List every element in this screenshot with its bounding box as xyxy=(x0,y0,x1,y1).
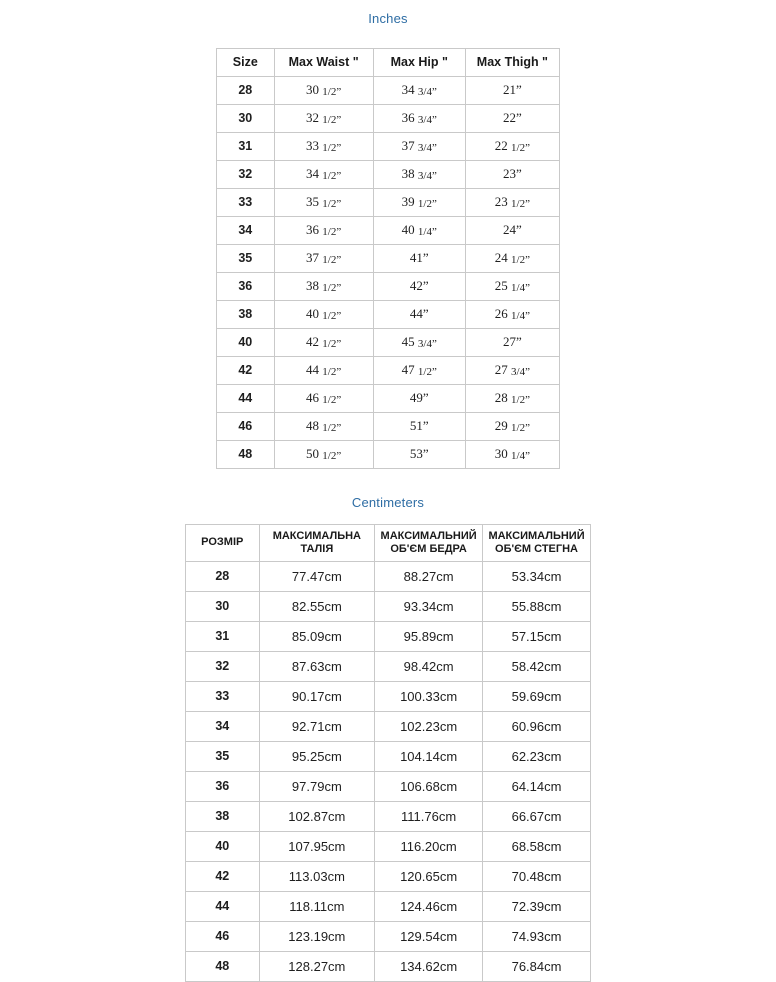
fraction: 1/2” xyxy=(417,366,437,378)
size-value: 46 xyxy=(217,413,275,441)
centimeters-size-table xyxy=(185,524,591,982)
hip-value: 40 1/4” xyxy=(373,217,465,245)
table-header-row xyxy=(186,525,591,562)
hip-value: 51” xyxy=(373,413,465,441)
hip-value: 41” xyxy=(373,245,465,273)
size-value: 35 xyxy=(186,742,260,772)
hip-value: 120.65cm xyxy=(375,862,483,892)
thigh-value: 27” xyxy=(465,329,559,357)
thigh-value: 24” xyxy=(465,217,559,245)
table-row xyxy=(217,441,560,469)
table-row xyxy=(186,562,591,592)
waist-value: 77.47cm xyxy=(259,562,375,592)
size-value: 42 xyxy=(217,357,275,385)
thigh-value: 22” xyxy=(465,105,559,133)
size-value: 28 xyxy=(217,77,275,105)
fraction: 1/2” xyxy=(322,198,342,210)
waist-value: 128.27cm xyxy=(259,952,375,982)
hip-value: 124.46cm xyxy=(375,892,483,922)
thigh-value: 24 1/2” xyxy=(465,245,559,273)
waist-value: 102.87cm xyxy=(259,802,375,832)
thigh-value: 57.15cm xyxy=(483,622,591,652)
table-row xyxy=(217,77,560,105)
table-row xyxy=(217,189,560,217)
fraction: 3/4” xyxy=(417,142,437,154)
table-row xyxy=(217,385,560,413)
table-row xyxy=(186,742,591,772)
centimeters-section-title: Centimeters xyxy=(351,495,425,510)
thigh-value: 60.96cm xyxy=(483,712,591,742)
table-row xyxy=(186,952,591,982)
thigh-value: 22 1/2” xyxy=(465,133,559,161)
hip-value: 134.62cm xyxy=(375,952,483,982)
waist-value: 95.25cm xyxy=(259,742,375,772)
thigh-value: 23 1/2” xyxy=(465,189,559,217)
thigh-value: 30 1/4” xyxy=(465,441,559,469)
hip-value: 100.33cm xyxy=(375,682,483,712)
waist-value: 113.03cm xyxy=(259,862,375,892)
fraction: 3/4” xyxy=(511,366,530,378)
column-header-size: РОЗМІР xyxy=(186,525,260,562)
fraction: 1/2” xyxy=(322,310,342,322)
hip-value: 36 3/4” xyxy=(373,105,465,133)
fraction: 1/2” xyxy=(322,422,342,434)
centimeters-table-wrap xyxy=(0,524,776,982)
hip-value: 88.27cm xyxy=(375,562,483,592)
thigh-value: 74.93cm xyxy=(483,922,591,952)
inches-table-wrap xyxy=(0,48,776,469)
fraction: 1/2” xyxy=(322,226,342,238)
table-row xyxy=(217,273,560,301)
table-row xyxy=(186,892,591,922)
waist-value: 42 1/2” xyxy=(274,329,373,357)
fraction: 1/4” xyxy=(511,450,530,462)
fraction: 1/2” xyxy=(511,198,530,210)
thigh-value: 21” xyxy=(465,77,559,105)
thigh-value: 66.67cm xyxy=(483,802,591,832)
thigh-value: 64.14cm xyxy=(483,772,591,802)
size-value: 30 xyxy=(186,592,260,622)
hip-value: 95.89cm xyxy=(375,622,483,652)
fraction: 1/2” xyxy=(322,282,342,294)
waist-value: 90.17cm xyxy=(259,682,375,712)
waist-value: 33 1/2” xyxy=(274,133,373,161)
table-row xyxy=(186,592,591,622)
table-row xyxy=(186,802,591,832)
thigh-value: 70.48cm xyxy=(483,862,591,892)
fraction: 1/2” xyxy=(322,450,342,462)
thigh-value: 23” xyxy=(465,161,559,189)
fraction: 1/2” xyxy=(417,198,437,210)
waist-value: 118.11cm xyxy=(259,892,375,922)
inches-section-title: Inches xyxy=(368,11,408,26)
size-value: 33 xyxy=(217,189,275,217)
hip-value: 49” xyxy=(373,385,465,413)
size-value: 32 xyxy=(186,652,260,682)
waist-value: 92.71cm xyxy=(259,712,375,742)
thigh-value: 53.34cm xyxy=(483,562,591,592)
size-value: 38 xyxy=(186,802,260,832)
thigh-value: 26 1/4” xyxy=(465,301,559,329)
fraction: 1/2” xyxy=(322,142,342,154)
table-row xyxy=(186,922,591,952)
table-row xyxy=(186,652,591,682)
waist-value: 34 1/2” xyxy=(274,161,373,189)
table-header-row xyxy=(217,49,560,77)
waist-value: 44 1/2” xyxy=(274,357,373,385)
hip-value: 38 3/4” xyxy=(373,161,465,189)
hip-value: 106.68cm xyxy=(375,772,483,802)
waist-value: 97.79cm xyxy=(259,772,375,802)
thigh-value: 59.69cm xyxy=(483,682,591,712)
waist-value: 107.95cm xyxy=(259,832,375,862)
hip-value: 42” xyxy=(373,273,465,301)
thigh-value: 58.42cm xyxy=(483,652,591,682)
table-row xyxy=(186,772,591,802)
column-header-thigh: Max Thigh " xyxy=(465,49,559,77)
inches-size-table xyxy=(216,48,560,469)
table-row xyxy=(217,133,560,161)
hip-value: 129.54cm xyxy=(375,922,483,952)
fraction: 1/2” xyxy=(511,394,530,406)
hip-value: 44” xyxy=(373,301,465,329)
size-value: 30 xyxy=(217,105,275,133)
thigh-value: 25 1/4” xyxy=(465,273,559,301)
table-row xyxy=(186,862,591,892)
size-value: 44 xyxy=(217,385,275,413)
column-header-hip: МАКСИМАЛЬНИЙ ОБ'ЄМ БЕДРА xyxy=(375,525,483,562)
column-header-hip: Max Hip " xyxy=(373,49,465,77)
fraction: 3/4” xyxy=(417,114,437,126)
thigh-value: 29 1/2” xyxy=(465,413,559,441)
size-value: 46 xyxy=(186,922,260,952)
size-value: 32 xyxy=(217,161,275,189)
size-value: 36 xyxy=(186,772,260,802)
size-value: 42 xyxy=(186,862,260,892)
waist-value: 38 1/2” xyxy=(274,273,373,301)
waist-value: 32 1/2” xyxy=(274,105,373,133)
fraction: 1/2” xyxy=(322,254,342,266)
thigh-value: 55.88cm xyxy=(483,592,591,622)
fraction: 1/2” xyxy=(322,338,342,350)
size-value: 40 xyxy=(217,329,275,357)
fraction: 1/2” xyxy=(322,114,342,126)
column-header-waist: МАКСИМАЛЬНА ТАЛІЯ xyxy=(259,525,375,562)
table-row xyxy=(217,413,560,441)
hip-value: 98.42cm xyxy=(375,652,483,682)
hip-value: 116.20cm xyxy=(375,832,483,862)
hip-value: 37 3/4” xyxy=(373,133,465,161)
fraction: 1/2” xyxy=(322,86,342,98)
table-row xyxy=(217,329,560,357)
waist-value: 30 1/2” xyxy=(274,77,373,105)
fraction: 3/4” xyxy=(417,170,437,182)
hip-value: 47 1/2” xyxy=(373,357,465,385)
waist-value: 82.55cm xyxy=(259,592,375,622)
waist-value: 50 1/2” xyxy=(274,441,373,469)
table-row xyxy=(217,245,560,273)
fraction: 1/4” xyxy=(417,226,437,238)
hip-value: 34 3/4” xyxy=(373,77,465,105)
size-value: 44 xyxy=(186,892,260,922)
thigh-value: 62.23cm xyxy=(483,742,591,772)
table-row xyxy=(186,832,591,862)
size-chart-page xyxy=(0,11,776,974)
fraction: 1/2” xyxy=(511,254,530,266)
waist-value: 35 1/2” xyxy=(274,189,373,217)
table-row xyxy=(217,161,560,189)
size-value: 38 xyxy=(217,301,275,329)
table-row xyxy=(217,105,560,133)
hip-value: 102.23cm xyxy=(375,712,483,742)
thigh-value: 28 1/2” xyxy=(465,385,559,413)
size-value: 48 xyxy=(217,441,275,469)
waist-value: 40 1/2” xyxy=(274,301,373,329)
waist-value: 37 1/2” xyxy=(274,245,373,273)
hip-value: 53” xyxy=(373,441,465,469)
column-header-waist: Max Waist " xyxy=(274,49,373,77)
size-value: 31 xyxy=(186,622,260,652)
hip-value: 93.34cm xyxy=(375,592,483,622)
size-value: 36 xyxy=(217,273,275,301)
table-row xyxy=(217,301,560,329)
waist-value: 85.09cm xyxy=(259,622,375,652)
fraction: 1/4” xyxy=(511,310,530,322)
size-value: 34 xyxy=(186,712,260,742)
hip-value: 39 1/2” xyxy=(373,189,465,217)
size-value: 35 xyxy=(217,245,275,273)
thigh-value: 72.39cm xyxy=(483,892,591,922)
thigh-value: 27 3/4” xyxy=(465,357,559,385)
size-value: 28 xyxy=(186,562,260,592)
table-row xyxy=(217,217,560,245)
size-value: 48 xyxy=(186,952,260,982)
size-value: 31 xyxy=(217,133,275,161)
thigh-value: 68.58cm xyxy=(483,832,591,862)
size-value: 40 xyxy=(186,832,260,862)
fraction: 1/4” xyxy=(511,282,530,294)
table-row xyxy=(217,357,560,385)
waist-value: 36 1/2” xyxy=(274,217,373,245)
size-value: 33 xyxy=(186,682,260,712)
column-header-thigh: МАКСИМАЛЬНИЙ ОБ'ЄМ СТЕГНА xyxy=(483,525,591,562)
fraction: 1/2” xyxy=(511,422,530,434)
waist-value: 123.19cm xyxy=(259,922,375,952)
thigh-value: 76.84cm xyxy=(483,952,591,982)
hip-value: 111.76cm xyxy=(375,802,483,832)
waist-value: 48 1/2” xyxy=(274,413,373,441)
fraction: 3/4” xyxy=(417,86,437,98)
waist-value: 87.63cm xyxy=(259,652,375,682)
hip-value: 104.14cm xyxy=(375,742,483,772)
size-value: 34 xyxy=(217,217,275,245)
table-row xyxy=(186,682,591,712)
fraction: 3/4” xyxy=(417,338,437,350)
waist-value: 46 1/2” xyxy=(274,385,373,413)
fraction: 1/2” xyxy=(511,142,530,154)
fraction: 1/2” xyxy=(322,394,342,406)
table-row xyxy=(186,622,591,652)
column-header-size: Size xyxy=(217,49,275,77)
hip-value: 45 3/4” xyxy=(373,329,465,357)
fraction: 1/2” xyxy=(322,366,342,378)
table-row xyxy=(186,712,591,742)
fraction: 1/2” xyxy=(322,170,342,182)
